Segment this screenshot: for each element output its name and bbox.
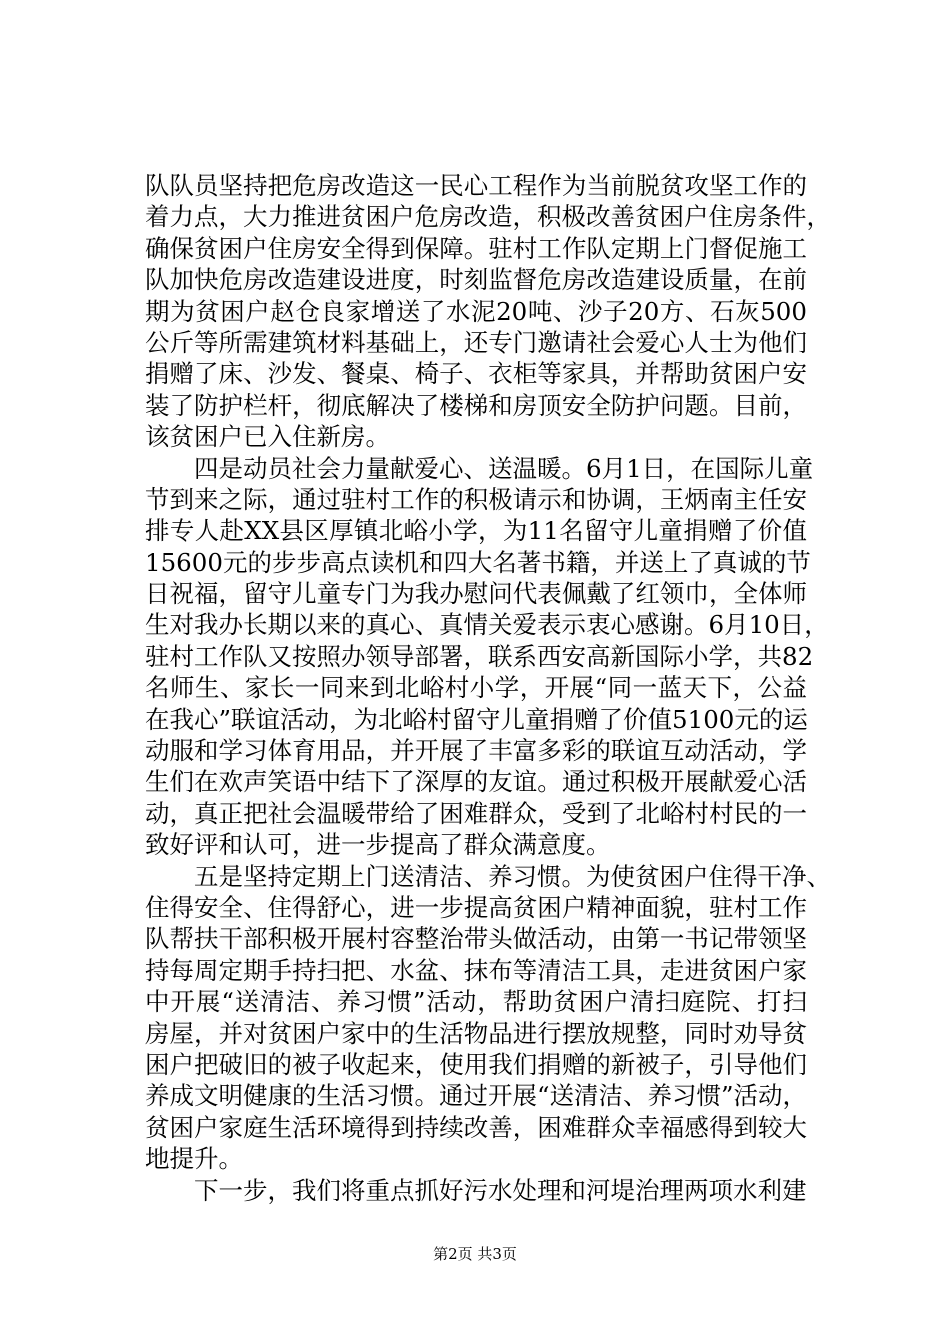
text-line: 房屋，并对贫困户家中的生活物品进行摆放规整，同时劝导贫 bbox=[145, 1018, 807, 1048]
text-line: 持每周定期手持扫把、水盆、抹布等清洁工具，走进贫困户家 bbox=[145, 955, 807, 985]
text-line: 名师生、家长一同来到北峪村小学，开展“同一蓝天下，公益 bbox=[145, 673, 807, 703]
text-line: 着力点，大力推进贫困户危房改造，积极改善贫困户住房条件， bbox=[145, 202, 831, 232]
text-line: 捐赠了床、沙发、餐桌、椅子、衣柜等家具，并帮助贫困户安 bbox=[145, 359, 807, 389]
text-line: 确保贫困户住房安全得到保障。驻村工作队定期上门督促施工 bbox=[145, 233, 807, 263]
text-line: 四是动员社会力量献爱心、送温暖。6月1日，在国际儿童 bbox=[194, 453, 814, 483]
text-line: 驻村工作队又按照办领导部署，联系西安高新国际小学，共82 bbox=[145, 641, 814, 671]
page-footer: 第2页 共3页 bbox=[433, 1245, 517, 1263]
text-line: 日祝福，留守儿童专门为我办慰问代表佩戴了红领巾，全体师 bbox=[145, 579, 807, 609]
text-line: 中开展“送清洁、养习惯”活动，帮助贫困户清扫庭院、打扫 bbox=[145, 987, 807, 1017]
document-body bbox=[145, 170, 831, 1206]
text-line: 期为贫困户赵仓良家增送了水泥20吨、沙子20方、石灰500 bbox=[145, 296, 807, 326]
paragraph bbox=[145, 1175, 807, 1206]
text-line: 致好评和认可，进一步提高了群众满意度。 bbox=[145, 830, 611, 860]
text-line: 贫困户家庭生活环境得到持续改善，困难群众幸福感得到较大 bbox=[145, 1112, 807, 1142]
text-line: 五是坚持定期上门送清洁、养习惯。为使贫困户住得干净、 bbox=[194, 861, 831, 891]
text-line: 住得安全、住得舒心，进一步提高贫困户精神面貌，驻村工作 bbox=[145, 892, 807, 922]
text-line: 地提升。 bbox=[145, 1144, 243, 1174]
text-line: 队加快危房改造建设进度，时刻监督危房改造建设质量，在前 bbox=[145, 265, 807, 295]
text-line: 节到来之际，通过驻村工作的积极请示和协调，王炳南主任安 bbox=[145, 484, 807, 514]
text-line: 该贫困户已入住新房。 bbox=[145, 422, 390, 452]
text-line: 动，真正把社会温暖带给了困难群众，受到了北峪村村民的一 bbox=[145, 798, 807, 828]
text-line: 养成文明健康的生活习惯。通过开展“送清洁、养习惯”活动， bbox=[145, 1081, 808, 1111]
text-line: 困户把破旧的被子收起来，使用我们捐赠的新被子，引导他们 bbox=[145, 1049, 807, 1079]
text-line: 排专人赴XX县区厚镇北峪小学，为11名留守儿童捐赠了价值 bbox=[145, 516, 807, 546]
text-line: 生们在欢声笑语中结下了深厚的友谊。通过积极开展献爱心活 bbox=[145, 767, 807, 797]
text-line: 在我心”联谊活动，为北峪村留守儿童捐赠了价值5100元的运 bbox=[145, 704, 808, 734]
text-line: 队帮扶干部积极开展村容整治带头做活动，由第一书记带领坚 bbox=[145, 924, 807, 954]
text-line: 生对我办长期以来的真心、真情关爱表示衷心感谢。6月10日， bbox=[145, 610, 829, 640]
text-line: 公斤等所需建筑材料基础上，还专门邀请社会爱心人士为他们 bbox=[145, 327, 807, 357]
text-line: 队队员坚持把危房改造这一民心工程作为当前脱贫攻坚工作的 bbox=[145, 171, 807, 200]
text-line: 15600元的步步高点读机和四大名著书籍，并送上了真诚的节 bbox=[145, 547, 811, 577]
paragraph bbox=[145, 170, 831, 453]
text-line: 动服和学习体育用品，并开展了丰富多彩的联谊互动活动，学 bbox=[145, 736, 807, 766]
text-line: 装了防护栏杆，彻底解决了楼梯和房顶安全防护问题。目前， bbox=[145, 390, 807, 420]
paragraph bbox=[145, 453, 829, 861]
paragraph bbox=[145, 861, 831, 1175]
text-line: 下一步，我们将重点抓好污水处理和河堤治理两项水利建 bbox=[194, 1175, 807, 1205]
